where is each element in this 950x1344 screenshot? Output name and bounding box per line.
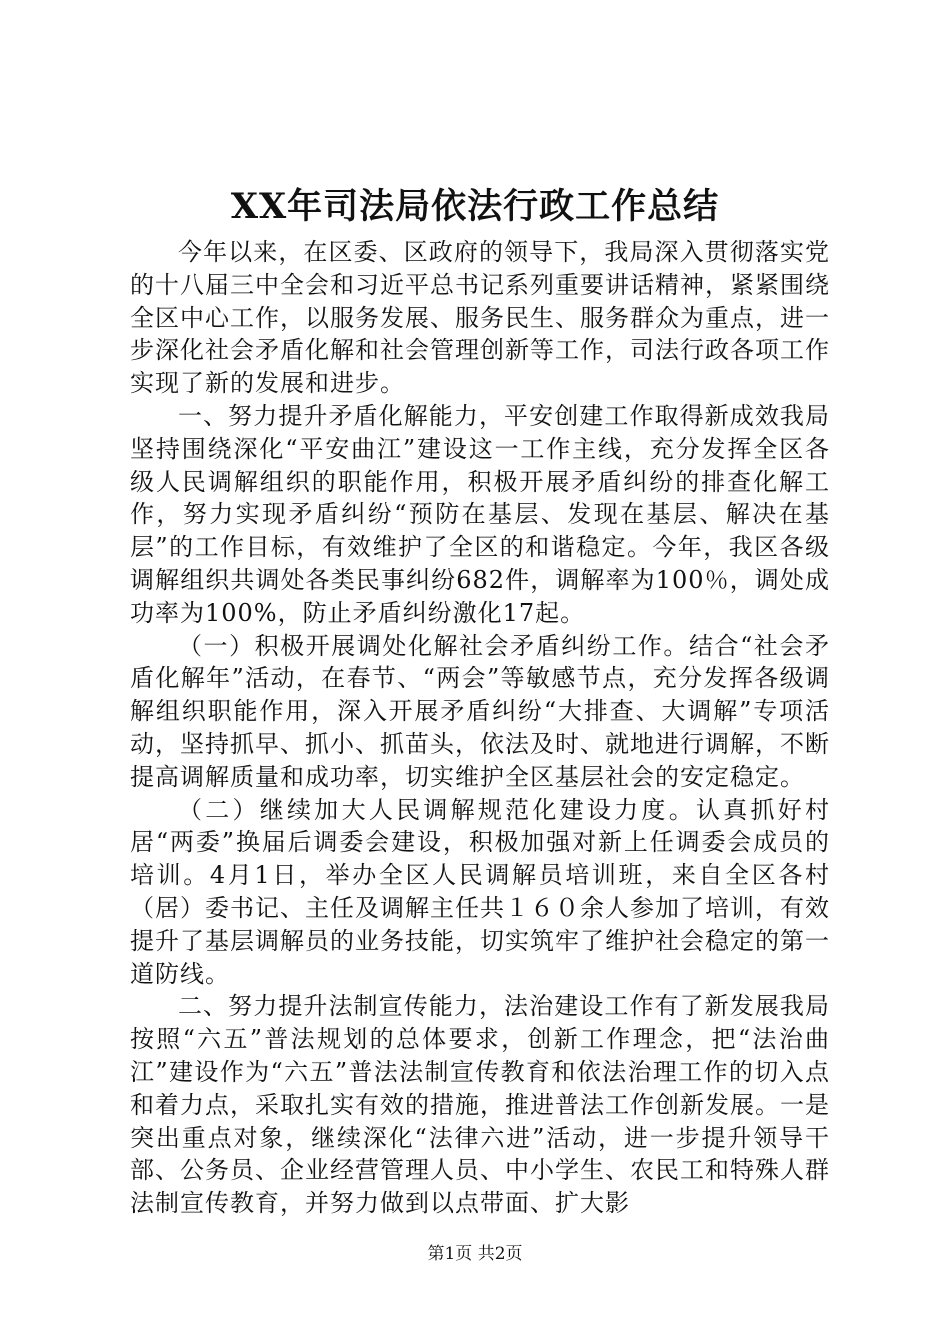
- document-title: XX年司法局依法行政工作总结: [230, 186, 720, 227]
- paragraph-subsection-1-1: （一）积极开展调处化解社会矛盾纠纷工作。结合“社会矛盾化解年”活动，在春节、“两会”等敏感节点，充分发挥各级调解组织职能作用，深入开展矛盾纠纷“大排查、大调解”专项活动，坚持抓早、抓小、抓苗头，依法及时、就地进行调解，不断提高调解质量和成功率，切实维护全区基层社会的安定稳定。: [130, 631, 830, 791]
- paragraph-intro: 今年以来，在区委、区政府的领导下，我局深入贯彻落实党的十八届三中全会和习近平总书记系列重要讲话精神，紧紧围绕全区中心工作，以服务发展、服务民生、服务群众为重点，进一步深化社会矛盾化解和社会管理创新等工作，司法行政各项工作实现了新的发展和进步。: [130, 238, 830, 398]
- page-number-footer: 第1页 共2页: [427, 1244, 523, 1264]
- paragraph-subsection-1-2: （二）继续加大人民调解规范化建设力度。认真抓好村居“两委”换届后调委会建设，积极加强对新上任调委会成员的培训。4月1日，举办全区人民调解员培训班，来自全区各村（居）委书记、主任及调解主任共１６０余人参加了培训，有效提升了基层调解员的业务技能，切实筑牢了维护社会稳定的第一道防线。: [130, 795, 830, 988]
- document-body: [130, 236, 830, 1220]
- paragraph-section-2: 二、努力提升法制宣传能力，法治建设工作有了新发展我局按照“六五”普法规划的总体要求，创新工作理念，把“法治曲江”建设作为“六五”普法法制宣传教育和依法治理工作的切入点和着力点，采取扎实有效的措施，推进普法工作创新发展。一是突出重点对象，继续深化“法律六进”活动，进一步提升领导干部、公务员、企业经营管理人员、中小学生、农民工和特殊人群法制宣传教育，并努力做到以点带面、扩大影: [130, 992, 830, 1218]
- paragraph-section-1: 一、努力提升矛盾化解能力，平安创建工作取得新成效我局坚持围绕深化“平安曲江”建设这一工作主线，充分发挥全区各级人民调解组织的职能作用，积极开展矛盾纠纷的排查化解工作，努力实现矛盾纠纷“预防在基层、发现在基层、解决在基层”的工作目标，有效维护了全区的和谐稳定。今年，我区各级调解组织共调处各类民事纠纷682件，调解率为100％，调处成功率为100%，防止矛盾纠纷激化17起。: [130, 401, 830, 627]
